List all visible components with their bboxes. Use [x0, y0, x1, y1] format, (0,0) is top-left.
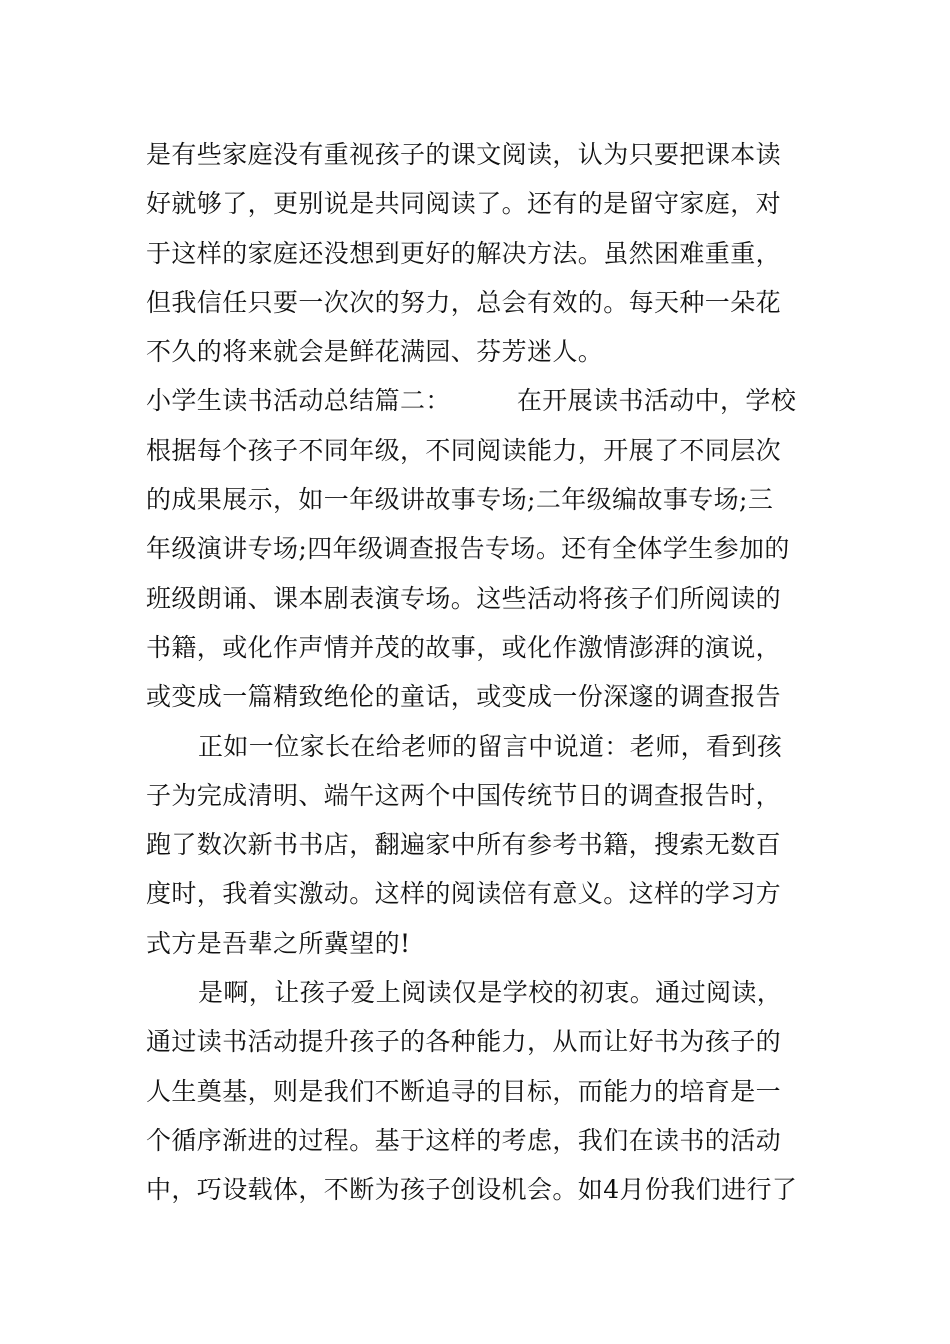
body-line: 是有些家庭没有重视孩子的课文阅读，认为只要把课本读 — [146, 140, 782, 169]
body-line: 子为完成清明、端午这两个中国传统节日的调查报告时， — [146, 780, 782, 810]
body-line: 或变成一篇精致绝伦的童话，或变成一份深邃的调查报告 — [146, 682, 782, 712]
paragraph-first-line: 是啊，让孩子爱上阅读仅是学校的初衷。通过阅读， — [198, 978, 783, 1008]
body-line: 度时，我着实激动。这样的阅读倍有意义。这样的学习方 — [146, 879, 782, 909]
body-line: 式方是吾辈之所冀望的! — [146, 928, 411, 958]
body-line: 好就够了，更别说是共同阅读了。还有的是留守家庭，对 — [146, 189, 782, 219]
body-line: 通过读书活动提升孩子的各种能力，从而让好书为孩子的 — [146, 1027, 782, 1057]
body-line: 根据每个孩子不同年级，不同阅读能力，开展了不同层次 — [146, 435, 782, 465]
body-line: 中，巧设载体，不断为孩子创设机会。如4月份我们进行了 — [146, 1175, 798, 1205]
section-heading-line — [146, 376, 816, 425]
body-line: 年级演讲专场;四年级调查报告专场。还有全体学生参加的 — [146, 534, 790, 564]
body-line: 班级朗诵、课本剧表演专场。这些活动将孩子们所阅读的 — [146, 583, 782, 613]
document-body — [146, 130, 816, 1215]
body-line: 跑了数次新书书店，翻遍家中所有参考书籍，搜索无数百 — [146, 830, 782, 860]
heading-continuation: 在开展读书活动中，学校 — [516, 386, 797, 416]
body-line: 不久的将来就会是鲜花满园、芬芳迷人。 — [146, 337, 604, 367]
body-line: 个循序渐进的过程。基于这样的考虑，我们在读书的活动 — [146, 1125, 782, 1155]
section-heading: 小学生读书活动总结篇二： — [146, 386, 451, 416]
body-line: 人生奠基，则是我们不断追寻的目标，而能力的培育是一 — [146, 1076, 782, 1106]
body-line: 于这样的家庭还没想到更好的解决方法。虽然困难重重， — [146, 238, 782, 268]
body-line: 但我信任只要一次次的努力，总会有效的。每天种一朵花 — [146, 287, 782, 317]
body-line: 的成果展示，如一年级讲故事专场;二年级编故事专场;三 — [146, 485, 774, 515]
body-line: 书籍，或化作声情并茂的故事，或化作激情澎湃的演说， — [146, 632, 782, 662]
paragraph-first-line: 正如一位家长在给老师的留言中说道：老师，看到孩 — [198, 731, 783, 761]
